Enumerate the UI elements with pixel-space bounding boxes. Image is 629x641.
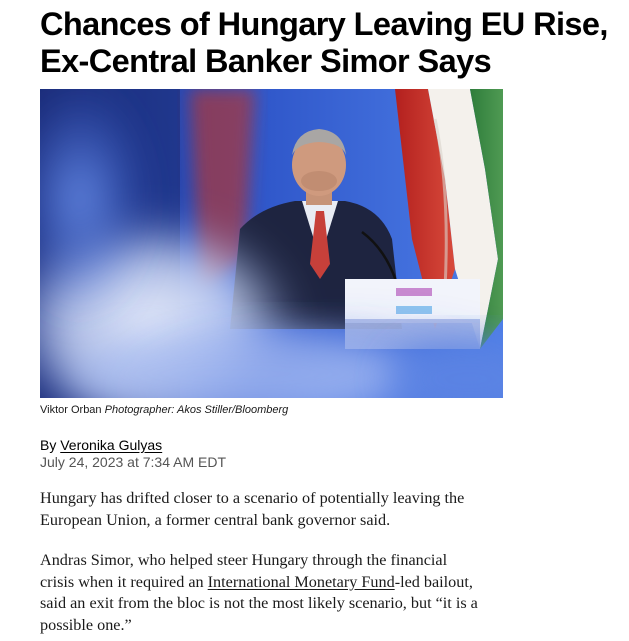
body-paragraph-2 bbox=[40, 550, 510, 636]
paragraph-line: said an exit from the bloc is not the most likely scenario, but “it is a bbox=[40, 594, 478, 612]
paragraph-line: Andras Simor, who helped steer Hungary through the financial bbox=[40, 551, 448, 569]
author-link[interactable]: Veronika Gulyas bbox=[60, 437, 163, 453]
byline bbox=[40, 437, 162, 454]
text-after-link: -led bailout, bbox=[394, 572, 473, 591]
article-headline bbox=[40, 6, 629, 80]
body-paragraph-1 bbox=[40, 488, 510, 531]
byline-prefix: By bbox=[40, 437, 57, 453]
paragraph-line: possible one.” bbox=[40, 615, 132, 634]
photo-caption bbox=[40, 403, 288, 417]
paragraph-line: European Union, a former central bank governor said. bbox=[40, 510, 391, 529]
imf-link[interactable]: International Monetary Fund bbox=[207, 572, 395, 591]
paragraph-line-with-link bbox=[40, 572, 510, 594]
caption-subject: Viktor Orban bbox=[40, 404, 102, 416]
caption-credit: Photographer: Akos Stiller/Bloomberg bbox=[104, 404, 289, 416]
headline-line-2: Ex-Central Banker Simor Says bbox=[40, 43, 492, 79]
text-before-link: crisis when it required an bbox=[40, 572, 208, 591]
publish-date: July 24, 2023 at 7:34 AM EDT bbox=[40, 454, 226, 470]
headline-line-1: Chances of Hungary Leaving EU Rise, bbox=[40, 6, 608, 42]
photo-illustration bbox=[40, 89, 503, 398]
paragraph-line: Hungary has drifted closer to a scenario of potentially leaving the bbox=[40, 489, 465, 507]
article-photo bbox=[40, 89, 503, 398]
